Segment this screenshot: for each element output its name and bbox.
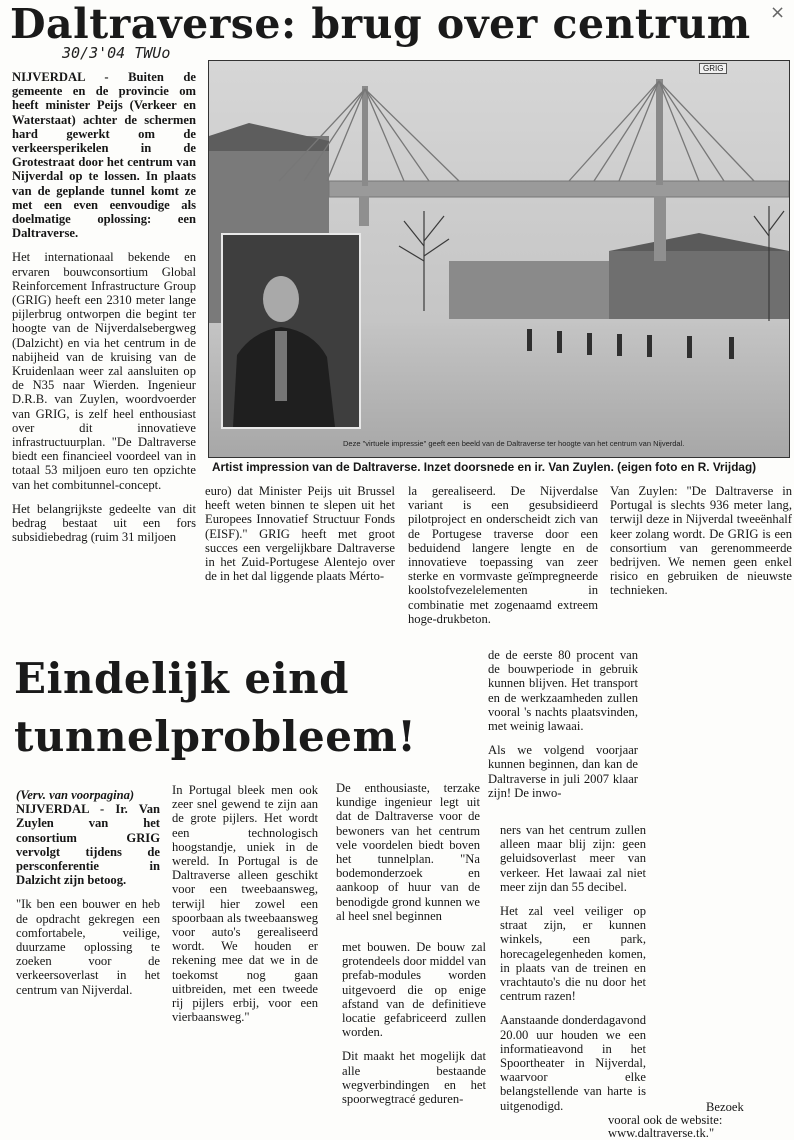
article2-column-4b xyxy=(500,823,646,1123)
paragraph: ners van het centrum zullen alleen maar blij zijn: geen geluidsoverlast meer van verkeer. Het lawaai zal niet meer zijn dan 55 decibel. xyxy=(500,823,646,894)
article2-column-3b xyxy=(342,940,486,1116)
paragraph: Het belangrijkste gedeelte van dit bedrag bestaat uit een fors subsidiebedrag (ruim 31 miljoen xyxy=(12,501,196,545)
paragraph: Als we volgend voorjaar kunnen beginnen, dan kan de Daltraverse in juli 2007 klaar zijn! De inwo- xyxy=(488,743,638,800)
article1-column-1 xyxy=(12,70,196,555)
website-note xyxy=(608,1101,758,1140)
paragraph: Het zal veel veiliger op straat zijn, er kunnen winkels, een park, horecagelegenheden komen, in plaats van de treinen en vrachtauto's die nu door het centrum razen! xyxy=(500,904,646,1004)
article2-headline xyxy=(14,650,416,766)
handwritten-note: 30/3'04 TWUo xyxy=(62,44,171,62)
article2-column-1 xyxy=(16,788,160,1007)
paragraph: Het internationaal bekende en ervaren bouwconsortium Global Reinforcement Infrastructure Group (GRIG) heeft een 2310 meter lange pijlerbrug ontworpen die begint ter hoogte van de Nijverdalsebergweg (Dalzicht) en via het centrum in de nabijheid van de kruising van de Kruidenlaan weer zal aansluiten op de N35 naar Wierden. Ingenieur D.R.B. van Zuylen, woordvoerder van GRIG, is zelf heel enthousiast over dit innovatieve infrastructuurplan. "De Daltraverse biedt een financieel voordeel van in totaal 53 miljoen euro ten opzichte van het combitunnel-concept. xyxy=(12,250,196,492)
photo-overlay-caption: Deze "virtuele impressie" geeft een beeld van de Daltraverse ter hoogte van het centrum van Nijverdal. xyxy=(343,439,685,448)
photo-caption: Artist impression van de Daltraverse. Inzet doorsnede en ir. Van Zuylen. (eigen foto en R. Vrijdag) xyxy=(212,460,757,474)
article1-column-2: euro) dat Minister Peijs uit Brussel heeft weten binnen te slepen uit het Europees Innovatief Structuur Fonds (EISF)." GRIG heeft met groot succes een vergelijkbare Daltraverse in het Zuid-Portugese Alentejo over de in het dal liggende plaats Mérto- xyxy=(205,484,395,584)
paragraph: Aanstaande donderdagavond 20.00 uur houden we een informatieavond in het Spoortheater in Nijverdal, waarvoor elke belangstellende van harte is uitgenodigd. xyxy=(500,1013,646,1113)
article2-column-3a: De enthousiaste, terzake kundige ingenieur legt uit dat de Daltraverse voor de bewoners van het centrum vele voordelen biedt boven het tunnelplan. "Na bodemonderzoek en aankoop of huur van de benodigde grond kunnen we al heel snel beginnen xyxy=(336,781,480,923)
visit-line-2: vooral ook de website: xyxy=(608,1113,723,1127)
lead-text: - Buiten de gemeente en de provincie om heeft minister Peijs (Verkeer en Waterstaat) achter de schermen hard gewerkt om de verkeersperikelen in de Grotestraat door het centrum van Nijverdal op te lossen. In plaats van de geplande tunnel komt ze met een even eenvoudige als doelmatige oplossing: een Daltraverse. xyxy=(12,70,196,241)
headline-line-1: Eindelijk eind xyxy=(14,654,350,703)
lead-text: - Ir. Van Zuylen van het consortium GRIG vervolgt tijdens de persconferentie in Dalzicht zijn betoog. xyxy=(16,802,160,888)
paragraph: met bouwen. De bouw zal grotendeels door middel van prefab-modules worden uitgevoerd die op enige afstand van de definitieve locatie gefabriceerd zullen worden. xyxy=(342,940,486,1040)
paragraph: de de eerste 80 procent van de bouwperiode in gebruik kunnen blijven. Het transport en de werkzaamheden zullen vooral 's nachts plaatsvinden, met weinig lawaai. xyxy=(488,648,638,734)
article2-column-2: In Portugal bleek men ook zeer snel gewend te zijn aan de grote pijlers. Het wordt een technologisch hoogstandje, uniek in de wereld. In Portugal is de Daltraverse alleen geschikt voor een tweebaansweg, terwijl hier zowel een spoorbaan als tweebaansweg voor auto's gerealiseerd wordt. We houden er rekening mee dat we in de toekomst nog gaan uitbreiden, met een tweede rij pijlers erbij, voor een vierbaansweg." xyxy=(172,783,318,1025)
headline-line-2: tunnelprobleem! xyxy=(14,712,417,761)
portrait-illustration xyxy=(223,235,359,427)
paragraph: "Ik ben een bouwer en heb de opdracht gekregen een comfortabele, veilige, duurzame oplossing te zoeken voor de verkeersoverlast in het centrum van Nijverdal. xyxy=(16,897,160,997)
article2-column-4 xyxy=(488,648,638,810)
dateline: NIJVERDAL xyxy=(16,802,89,817)
continuation-note: (Verv. van voorpagina) xyxy=(16,788,135,802)
visit-line-1: Bezoek xyxy=(706,1100,744,1114)
photo-credit xyxy=(699,63,727,74)
paragraph: Dit maakt het mogelijk dat alle bestaande wegverbindingen en het spoorwegtracé geduren- xyxy=(342,1049,486,1107)
photo-credit-label: GRIG xyxy=(703,64,724,73)
close-mark: × xyxy=(770,2,786,23)
artist-impression-photo xyxy=(208,60,790,458)
article1-column-4: Van Zuylen: "De Daltraverse in Portugal is slechts 936 meter lang, terwijl deze in Nijverdal tweeënhalf keer zolang wordt. De GRIG is een consortium van gerenommeerde bedrijven. We nemen geen enkel risico en gebruiken de nieuwste technieken. xyxy=(610,484,792,598)
article1-headline: Daltraverse: brug over centrum xyxy=(10,0,751,48)
inset-portrait xyxy=(221,233,361,429)
website-link: www.daltraverse.tk." xyxy=(608,1126,715,1140)
dateline: NIJVERDAL xyxy=(12,70,85,84)
article1-column-3: la gerealiseerd. De Nijverdalse variant is een gesubsidieerd pilotproject en onderscheidt zich van de Portugese traverse door een beduidend langere lengte en de innovatieve toepassing van zeer sterke en vormvaste geïmpregneerde koolstofvezelelementen in combinatie met zogenaamd extreem hoge-drukbeton. xyxy=(408,484,598,626)
